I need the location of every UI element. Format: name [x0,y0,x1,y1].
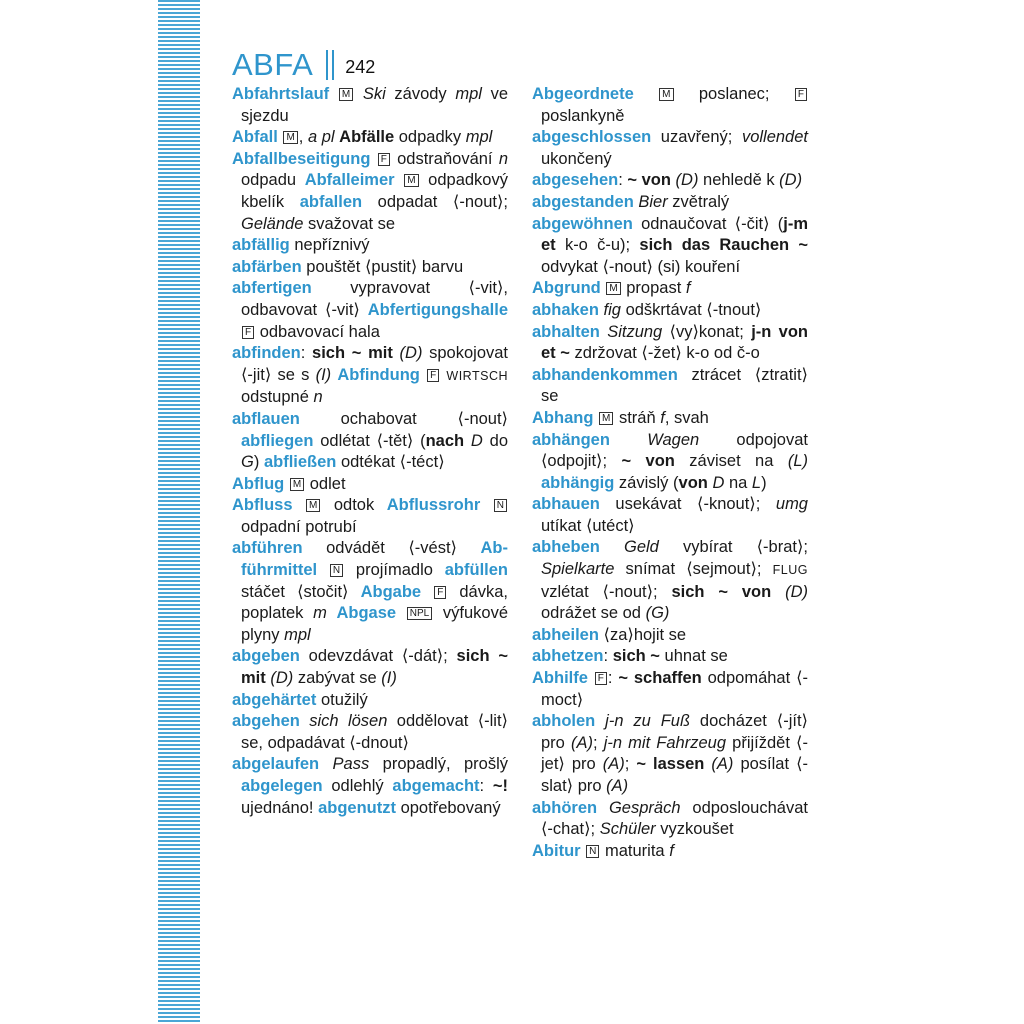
headword: Abfindung [337,365,420,384]
entry-text: odpojovat ⟨odpojit⟩; [541,430,808,471]
entry-text: otužilý [316,690,368,709]
entry-text: k-o č-u); [555,236,640,255]
entry-text: ) [253,453,264,472]
entry-text: vypravovat ⟨-vit⟩, odbavovat ⟨-vit⟩ [241,279,508,319]
headword: Abhilfe [532,669,588,688]
italic-note: j-n mit Fahrzeug [603,733,727,752]
dictionary-entry [532,646,808,668]
italic-note: Schüler [599,820,656,839]
headword: abgewöhnen [532,214,633,233]
headword: abhandenkommen [532,365,678,384]
entry-text: zvětralý [667,192,730,211]
entry-text: uzavřený; [651,128,742,147]
headword: Abfertigungshalle [367,300,508,319]
dictionary-entry [532,711,808,797]
italic-note: fig [603,300,621,319]
header-separator [326,50,334,80]
headword: abgeschlossen [532,128,652,147]
entry-text: poslankyně [541,106,625,125]
dictionary-entry [232,409,508,474]
headword: Abfalleimer [304,171,395,190]
italic-note: (I) [315,365,332,384]
headword: abgemacht [392,777,480,795]
italic-note: (I) [381,669,397,688]
phrase: sich ~ [612,647,660,666]
italic-note: D [470,431,483,450]
italic-note: G [241,453,254,472]
entry-text [395,171,404,189]
phrase: sich das Rauchen ~ [639,236,808,255]
entry-text [284,475,289,493]
headword: abheben [532,538,600,557]
phrase: ~ von [627,171,671,190]
entry-text: odlétat ⟨-tět⟩ ( [313,431,426,450]
entry-text: pouštět ⟨pustit⟩ barvu [301,257,464,276]
italic-note: (D) [399,344,423,363]
italic-note: (D) [779,171,803,190]
headword: abfinden [232,344,301,363]
entry-text [610,431,647,449]
headword: abhauen [532,495,600,514]
entry-text: závody [385,85,456,103]
dictionary-entry [532,214,808,279]
italic-note: (A) [570,733,593,752]
dictionary-entry [232,127,508,149]
italic-note: Bier [638,192,668,211]
entry-text: : [603,647,613,666]
italic-note: f [660,408,665,427]
headword: Abflussrohr [386,496,481,515]
dictionary-entry [232,257,508,279]
gender-marker: M [606,282,620,295]
dictionary-entry [532,84,808,127]
italic-note: (D) [270,669,294,688]
gender-marker: M [283,131,297,144]
entry-text: : [300,344,313,363]
entry-text [300,712,309,730]
entry-text: snímat ⟨sejmout⟩; [614,560,773,579]
headword: abführen [232,539,303,558]
entry-text: odlehlý [322,777,393,795]
dictionary-entry [532,127,808,170]
entry-text: dávka, poplatek [241,582,508,623]
italic-note: Wagen [647,430,700,449]
headword: Abfallbeseitigung [232,149,371,168]
italic-note: Pass [332,755,370,774]
entry-text: odpomáhat ⟨-moct⟩ [541,669,808,709]
entry-text: odpadky [394,128,466,147]
dictionary-entry [232,278,508,343]
entry-text [278,128,283,146]
gender-marker: M [599,412,613,425]
entry-text [595,712,605,730]
entry-text [588,669,594,687]
entry-text: odposlouchávat ⟨-chat⟩; [541,798,808,839]
italic-note: j-n zu Fuß [605,712,691,731]
gender-marker: F [795,88,807,101]
headword: abhängen [532,430,610,449]
headword: abhängig [541,473,615,492]
phrase: sich ~ mit [312,344,393,363]
italic-note: (L) [787,452,808,471]
entry-text: ) [761,473,767,492]
entry-text [319,755,332,773]
dictionary-entry [232,343,508,409]
headword: abhetzen [532,647,604,666]
italic-note: m [313,604,327,623]
entry-text: stáčet ⟨stočit⟩ [241,582,361,601]
headword: abgelaufen [232,755,320,774]
dictionary-entry [532,494,808,537]
italic-note: Geld [623,538,659,557]
entry-text: vybírat ⟨-brat⟩; [658,538,808,557]
entry-text [634,85,658,103]
entry-text [396,604,406,622]
entry-text [393,344,400,362]
entry-text: svažovat se [303,214,396,233]
gender-marker: F [427,369,439,382]
italic-note: Gespräch [608,798,681,817]
gender-marker: F [378,153,390,166]
dictionary-entry [532,170,808,192]
entry-text: odtok [321,496,387,515]
phrase: Abfälle [339,128,395,147]
italic-note: (A) [711,755,734,774]
dictionary-entry [532,668,808,711]
headword: abgesehen [532,171,619,190]
page-number: 242 [345,57,376,77]
dictionary-entry [532,841,808,863]
entry-text: odvykat ⟨-nout⟩ (si) kouření [541,257,741,276]
headword: abgestanden [532,192,634,211]
gender-marker: M [306,499,320,512]
italic-note: D [712,473,725,492]
phrase: j-m et [541,214,808,255]
entry-text: poslanec; [674,85,794,103]
italic-note: (G) [645,604,670,623]
headword: abholen [532,712,596,731]
domain-label: FLUG [772,563,808,578]
entry-text: odpadní potrubí [241,517,357,536]
phrase: sich ~ mit [241,647,508,688]
entry-text: maturita [600,841,670,860]
headword: abhaken [532,300,599,319]
italic-note: f [685,279,691,298]
entry-text: zabývat se [293,669,382,688]
headword: abfließen [263,453,337,472]
page-header [232,38,375,82]
headword: abgehen [232,712,300,731]
entry-text [464,432,471,450]
entry-text: závislý ( [614,473,679,492]
dictionary-entry [532,322,808,365]
headword: Abgase [336,604,397,623]
entry-text: odnaučovat ⟨-čit⟩ ( [632,214,784,233]
entry-text: ve sjezdu [241,85,508,125]
headword: Abitur [532,841,581,860]
headword: abhalten [532,322,600,341]
headword: abgehärtet [232,690,317,709]
entry-text: docházet ⟨-jít⟩ pro [541,712,808,752]
italic-note: a pl [307,128,335,147]
entry-text: , svah [664,408,709,427]
headword: abheilen [532,625,599,644]
entry-text: výfukové plyny [241,604,508,644]
entry-text: stráň [614,408,661,427]
italic-note: mpl [465,128,493,147]
entry-text: odlet [305,474,346,493]
gender-marker: M [659,88,673,101]
entry-text [329,85,338,103]
entry-text: na [724,473,752,492]
dictionary-entry [232,495,508,538]
italic-note: Spielkarte [541,560,615,579]
entry-text: spokojovat ⟨-jit⟩ se s [241,344,509,384]
entry-text [600,538,624,556]
headword: abfällig [232,236,290,255]
gender-marker: F [242,326,254,339]
dictionary-entry [532,430,808,495]
italic-note: vollendet [741,128,808,147]
italic-note: L [751,473,762,492]
entry-text: přijíždět ⟨-jet⟩ pro [541,733,808,774]
phrase: ~ von [621,452,675,471]
entry-text: ukončený [541,149,612,168]
phrase: ~! [492,777,508,795]
headword: Abfluss [232,496,293,515]
entry-text: odpadu [241,171,305,190]
entry-text: odevzdávat ⟨-dát⟩; [299,647,457,666]
entry-text: utíkat ⟨utéct⟩ [541,516,635,535]
entry-text: , [298,128,308,147]
headword: Abflug [232,474,285,493]
entry-text: ujednáno! [241,798,319,817]
phrase: j-n von et ~ [541,322,808,363]
phrase: ~ schaffen [618,669,702,688]
headword: abflauen [232,409,300,428]
italic-note: n [313,388,323,407]
entry-text: vzlétat ⟨-nout⟩; [541,582,672,601]
dictionary-entry [532,300,808,322]
dictionary-entry [232,538,508,646]
dictionary-entry [232,646,508,689]
dictionary-entry [232,690,508,712]
italic-note: n [498,149,508,168]
headword: Abhang [532,408,594,427]
dictionary-entry [532,798,808,841]
italic-note: (D) [675,171,699,190]
entry-text: nehledě k [698,171,780,190]
italic-note: (A) [606,777,629,795]
dictionary-entry [232,84,508,127]
entry-text: ochabovat ⟨-nout⟩ [299,409,508,428]
phrase: ~ lassen [636,755,705,774]
dictionary-entry [232,754,508,819]
headword: Abgabe [360,582,422,601]
italic-note: (D) [785,582,808,601]
headword: abhören [532,798,598,817]
entry-text: vyzkoušet [655,820,734,839]
headword: abfüllen [444,561,508,580]
headword: abfertigen [232,279,312,298]
dictionary-entry [532,625,808,647]
entry-text [593,409,598,427]
headword: Abgeordnete [532,85,634,103]
dictionary-entry [532,278,808,300]
headword: abgeben [232,647,300,666]
entry-text [420,366,426,384]
entry-text: ⟨vy⟩konat; [662,322,752,341]
entry-text: propadlý, prošlý [369,755,508,774]
entry-text: ; [624,755,637,774]
gender-marker: M [339,88,353,101]
gender-marker: N [586,845,599,858]
entry-text [771,583,785,601]
dictionary-entry [532,192,808,214]
entry-text: ; [592,733,604,752]
entry-text: odpadkový kbelík [241,171,508,211]
italic-note: f [669,841,674,860]
phrase: nach [425,431,465,450]
entry-text [421,583,433,601]
gender-marker: NPL [407,607,432,620]
entry-text [317,561,329,579]
headword: Abführmittel [241,539,508,580]
headword: Abfall [232,128,278,147]
entry-text: ⟨za⟩hojit se [598,625,687,644]
entry-text: usekávat ⟨-knout⟩; [599,495,776,514]
headword: abfliegen [241,431,314,450]
italic-note: (A) [602,755,625,774]
entry-text [597,799,609,817]
entry-text: odtékat ⟨-téct⟩ [336,453,445,472]
entry-text: odbavovací hala [255,322,380,341]
entry-text: oddělovat ⟨-lit⟩ se, odpadávat ⟨-dnout⟩ [241,712,508,752]
phrase: sich ~ von [671,582,772,601]
dictionary-entry [232,474,508,496]
gender-marker: N [494,499,507,512]
entry-text: zdržovat ⟨-žet⟩ k-o od č-o [569,344,760,363]
entry-text: : [607,669,619,688]
phrase: von [678,473,708,492]
headword: abfallen [299,192,363,211]
gender-marker: F [595,672,607,685]
entry-text: do [482,431,508,450]
entry-text: odpadat ⟨-nout⟩; [362,192,508,211]
italic-note: Ski [362,85,386,103]
entry-text: odrážet se od [541,604,646,623]
italic-note: mpl [284,625,311,644]
entry-text [370,150,376,168]
italic-note: Sitzung [607,322,663,341]
headword: Abgrund [532,279,601,298]
entry-text: posílat ⟨-slat⟩ pro [541,755,809,795]
headword: abfärben [232,257,302,276]
headword: Abfahrtslauf [232,85,330,103]
entry-text: : [618,171,628,190]
dictionary-column-left [232,84,508,819]
entry-text [581,842,586,860]
dictionary-entry [532,537,808,624]
italic-note: sich lösen [309,712,388,731]
headword: abgelegen [241,777,323,795]
gender-marker: N [330,564,343,577]
gender-marker: M [404,174,418,187]
entry-text [601,279,606,297]
entry-text: záviset na [674,452,788,471]
gender-marker: M [290,478,304,491]
entry-text: odškrtávat ⟨-tnout⟩ [620,300,762,319]
dictionary-entry [232,149,508,235]
entry-text: nepříznivý [289,236,370,255]
entry-text: propast [621,279,686,298]
entry-text: opotřebovaný [396,798,501,817]
entry-text [480,496,493,514]
dictionary-entry [532,365,808,408]
entry-text: projímadlo [344,561,445,580]
italic-note: mpl [455,85,482,103]
headword: abgenutzt [318,798,396,817]
entry-text: odstraňování [390,149,499,168]
domain-label: WIRTSCH [446,368,509,383]
entry-text: odvádět ⟨-vést⟩ [302,539,481,558]
dictionary-entry [232,235,508,257]
entry-text [293,496,306,514]
italic-note: umg [775,495,808,514]
entry-text [354,85,363,103]
dictionary-entry [532,408,808,430]
entry-text: ztrácet ⟨ztratit⟩ se [541,365,808,406]
dictionary-entry [232,711,508,754]
entry-text: uhnat se [659,647,728,666]
entry-text: odstupné [241,388,314,407]
dictionary-column-right [532,84,808,862]
decorative-stripe [158,0,200,1024]
page-title: ABFA [232,47,314,82]
italic-note: Gelände [241,214,304,233]
gender-marker: F [434,586,446,599]
entry-text: : [479,777,493,795]
